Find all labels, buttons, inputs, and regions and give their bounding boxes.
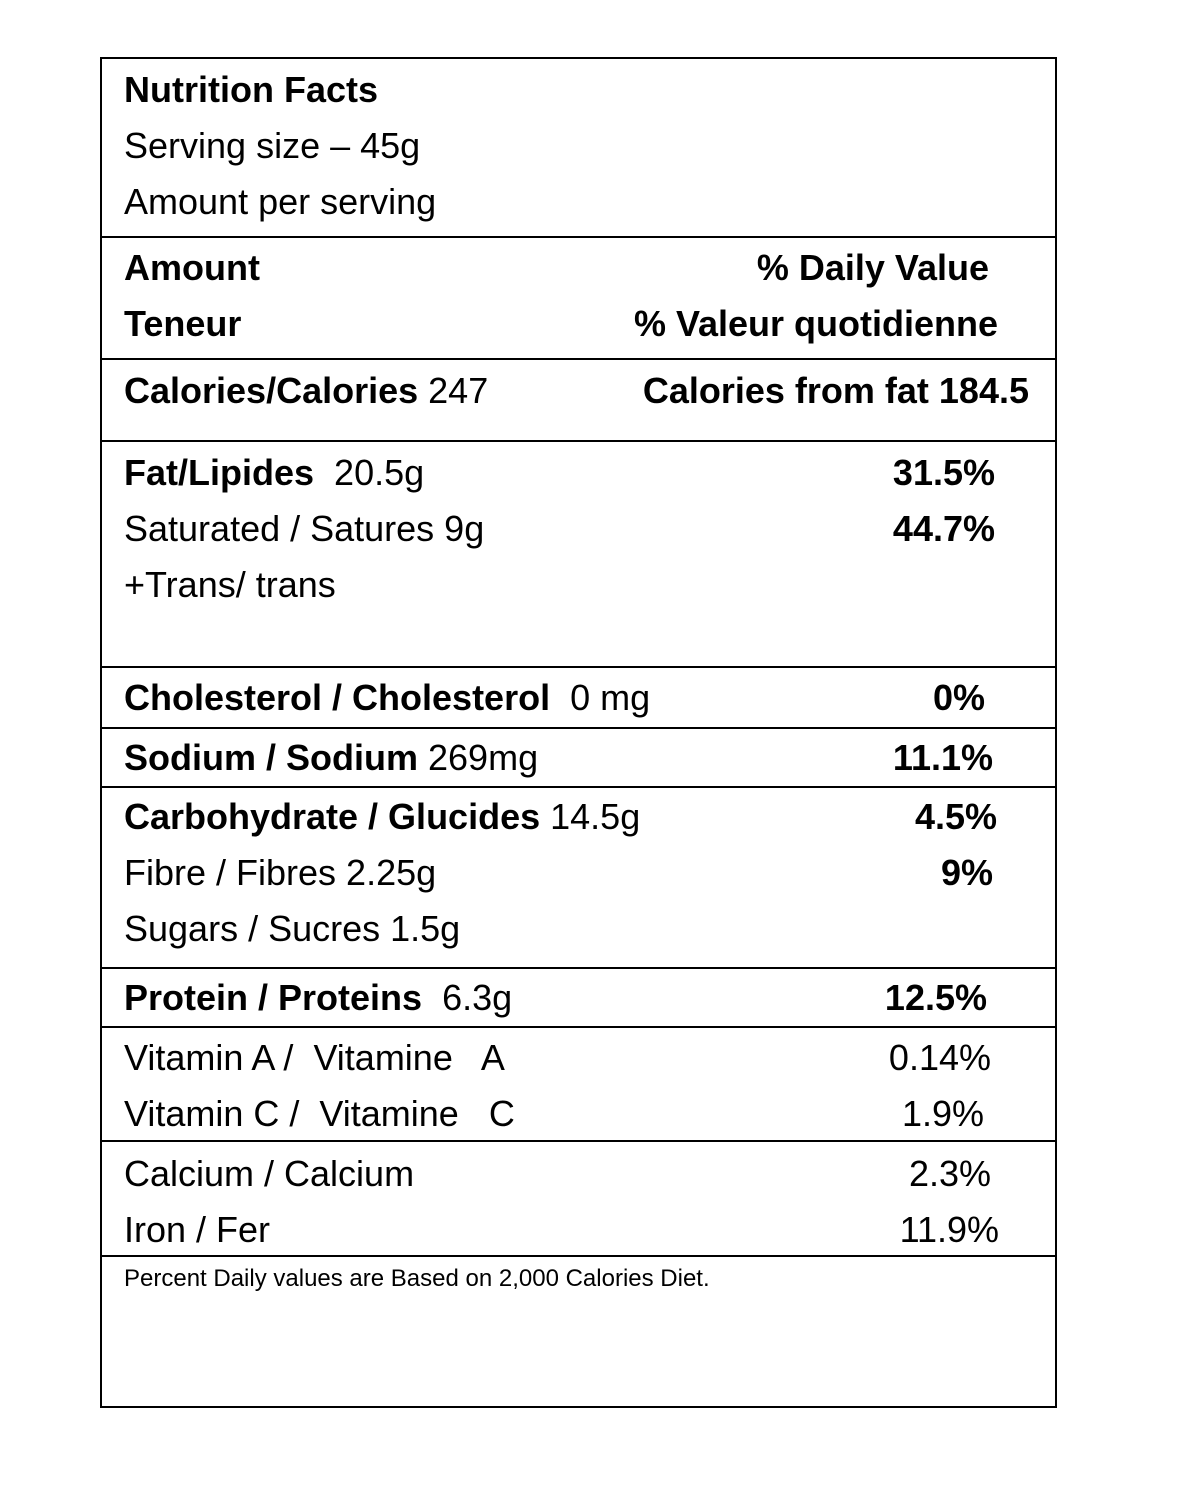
- label-title: Nutrition Facts: [124, 69, 379, 110]
- protein-label: Protein / Proteins: [124, 977, 423, 1018]
- minerals-section: [102, 1142, 1055, 1257]
- iron-row: [124, 1202, 1055, 1258]
- vitamin-a-row: [124, 1030, 1055, 1086]
- iron-label: Iron / Fer: [124, 1209, 271, 1250]
- vitamin-c-label: Vitamin C / Vitamine C: [124, 1093, 515, 1134]
- daily-value-heading-en: % Daily Value: [756, 247, 989, 288]
- carbohydrate-section: [102, 788, 1055, 969]
- protein-daily-value: 12.5%: [884, 977, 987, 1018]
- vitamin-c-daily-value: 1.9%: [901, 1093, 984, 1134]
- sodium-section: [102, 729, 1055, 788]
- sodium-daily-value: 11.1%: [892, 737, 993, 778]
- sugars-label: Sugars / Sucres 1.5g: [124, 908, 461, 949]
- teneur-heading-row: [124, 296, 1055, 352]
- protein-value: 6.3g: [442, 977, 513, 1018]
- sodium-row: [124, 730, 1055, 786]
- carbohydrate-label: Carbohydrate / Glucides: [124, 796, 541, 837]
- cholesterol-label: Cholesterol / Cholesterol: [124, 677, 551, 718]
- daily-value-heading-fr: % Valeur quotidienne: [633, 303, 998, 344]
- cholesterol-row: [124, 670, 1055, 726]
- fat-section: [102, 442, 1055, 668]
- calories-label: Calories/Calories: [124, 370, 419, 411]
- saturated-label: Saturated / Satures 9g: [124, 508, 485, 549]
- fibre-daily-value: 9%: [940, 852, 993, 893]
- calories-row: [124, 363, 1055, 419]
- protein-section: [102, 969, 1055, 1028]
- fat-value: 20.5g: [334, 452, 425, 493]
- vitamin-a-daily-value: 0.14%: [888, 1037, 991, 1078]
- fat-label: Fat/Lipides: [124, 452, 315, 493]
- fibre-label: Fibre / Fibres 2.25g: [124, 852, 437, 893]
- saturated-row: [124, 501, 1055, 557]
- vitamin-c-row: [124, 1086, 1055, 1142]
- fat-daily-value: 31.5%: [892, 452, 995, 493]
- amount-heading-row: [124, 240, 1055, 296]
- amount-heading-fr: Teneur: [124, 303, 242, 344]
- footnote-section: [102, 1257, 1055, 1408]
- calcium-label: Calcium / Calcium: [124, 1153, 415, 1194]
- vitamin-a-label: Vitamin A / Vitamine A: [124, 1037, 505, 1078]
- nutrition-facts-label: [100, 57, 1057, 1408]
- calcium-row: [124, 1146, 1055, 1202]
- trans-row: [124, 557, 1055, 613]
- fat-row: [124, 445, 1055, 501]
- footnote: Percent Daily values are Based on 2,000 Calories Diet.: [124, 1265, 710, 1292]
- vitamins-section: [102, 1028, 1055, 1142]
- amount-per-serving: Amount per serving: [124, 181, 437, 222]
- sodium-value: 269mg: [428, 737, 539, 778]
- carbohydrate-value: 14.5g: [550, 796, 641, 837]
- cholesterol-daily-value: 0%: [932, 677, 985, 718]
- iron-daily-value: 11.9%: [899, 1209, 999, 1250]
- carbohydrate-row: [124, 789, 1055, 845]
- cholesterol-value: 0 mg: [570, 677, 651, 718]
- fibre-row: [124, 845, 1055, 901]
- amount-heading-en: Amount: [124, 247, 260, 288]
- calories-from-fat: Calories from fat 184.5: [642, 370, 1029, 411]
- sodium-label: Sodium / Sodium: [124, 737, 418, 778]
- carbohydrate-daily-value: 4.5%: [914, 796, 997, 837]
- trans-label: +Trans/ trans: [124, 564, 336, 605]
- saturated-daily-value: 44.7%: [892, 508, 995, 549]
- calcium-daily-value: 2.3%: [908, 1153, 991, 1194]
- sugars-row: [124, 901, 1055, 957]
- calories-value: 247: [428, 370, 489, 411]
- header-section: [102, 59, 1055, 238]
- calories-section: [102, 360, 1055, 442]
- serving-size: Serving size – 45g: [124, 125, 421, 166]
- cholesterol-section: [102, 668, 1055, 729]
- column-headings: [102, 238, 1055, 360]
- protein-row: [124, 970, 1055, 1026]
